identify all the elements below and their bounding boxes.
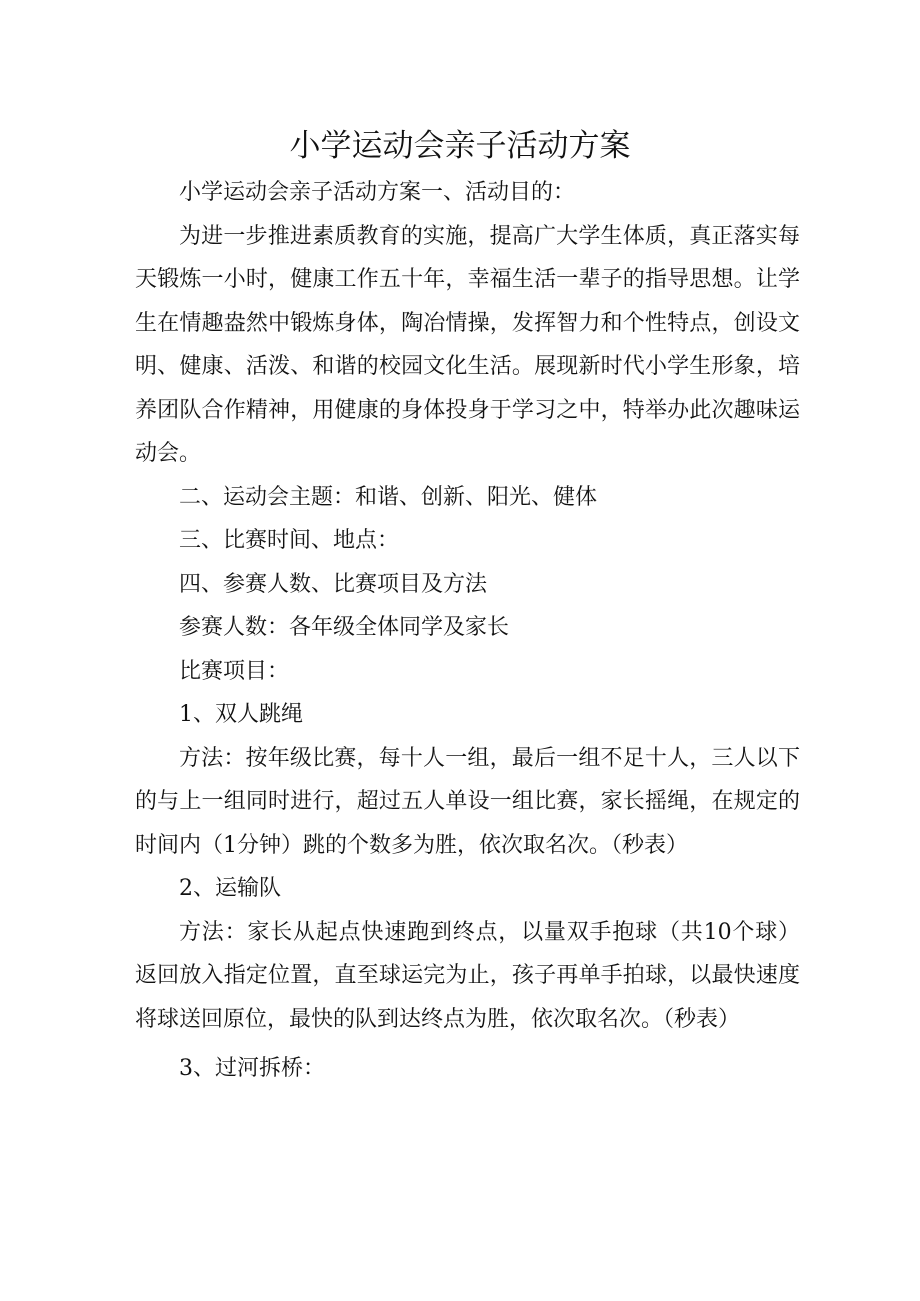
paragraph-participants-heading: 四、参赛人数、比赛项目及方法 [179,571,488,597]
paragraph-event-1: 1、双人跳绳 [179,702,303,727]
document-body [135,171,800,1091]
paragraph-event-1-method: 方法：按年级比赛，每十人一组，最后一组不足十人，三人以下的与上一组同时进行，超过五人单设一组比赛，家长摇绳，在规定的时间内（1分钟）跳的个数多为胜，依次取名次。（秒表） [135,745,800,858]
paragraph-theme: 二、运动会主题：和谐、创新、阳光、健体 [179,484,598,510]
paragraph-event-2-method: 方法：家长从起点快速跑到终点，以量双手抱球（共10个球）返回放入指定位置，直至球运完为止，孩子再单手拍球，以最快速度将球送回原位，最快的队到达终点为胜，依次取名次。（秒表） [135,919,800,1032]
document-title: 小学运动会亲子活动方案 [289,128,631,164]
paragraph-purpose: 为进一步推进素质教育的实施，提高广大学生体质，真正落实每天锻炼一小时，健康工作五十年，幸福生活一辈子的指导思想。让学生在情趣盎然中锻炼身体，陶冶情操，发挥智力和个性特点，创设文明、健康、活泼、和谐的校园文化生活。展现新时代小学生形象，培养团队合作精神，用健康的身体投身于学习之中，特举办此次趣味运动会。 [135,223,800,466]
paragraph-intro: 小学运动会亲子活动方案一、活动目的： [179,180,576,205]
paragraph-event-3: 3、过河拆桥： [179,1056,325,1081]
paragraph-time-place: 三、比赛时间、地点： [179,528,400,553]
paragraph-participants: 参赛人数：各年级全体同学及家长 [179,615,510,640]
paragraph-events-heading: 比赛项目： [179,658,290,684]
paragraph-event-2: 2、运输队 [179,876,281,901]
